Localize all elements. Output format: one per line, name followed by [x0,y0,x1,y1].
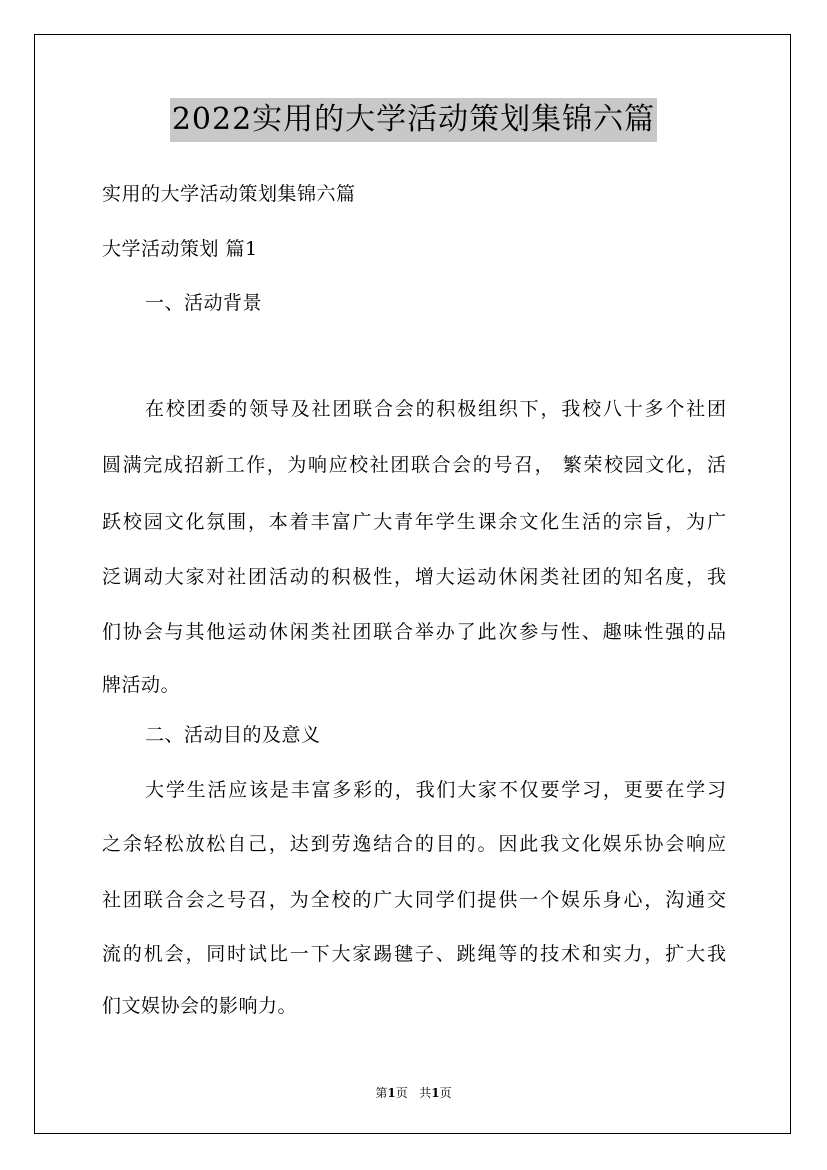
section-heading: 大学活动策划 篇1 [102,238,258,260]
footer-page-label: 第 [375,1086,388,1100]
paragraph-line: 流的机会，同时试比一下大家踢毽子、跳绳等的技术和实力，扩大我 [102,943,726,965]
paragraph-line: 们文娱协会的影响力。 [102,995,298,1017]
paragraph-line: 圆满完成招新工作，为响应校社团联合会的号召， 繁荣校园文化，活 [102,454,726,476]
paragraph-line: 牌活动。 [102,674,181,696]
paragraph-line: 大学生活应该是丰富多彩的，我们大家不仅要学习，更要在学习 [145,779,726,801]
paragraph-line: 社团联合会之号召，为全校的广大同学们提供一个娱乐身心，沟通交 [102,889,726,911]
paragraph-line: 跃校园文化氛围，本着丰富广大青年学生课余文化生活的宗旨，为广 [102,511,726,533]
document-title: 2022实用的大学活动策划集锦六篇 [170,98,657,142]
paragraph-line: 之余轻松放松自己，达到劳逸结合的目的。因此我文化娱乐协会响应 [102,833,726,855]
document-subtitle: 实用的大学活动策划集锦六篇 [102,183,356,205]
page-footer [0,1085,827,1101]
footer-total-label: 共 [419,1086,432,1100]
footer-page-unit: 页 [395,1086,408,1100]
heading-purpose: 二、活动目的及意义 [145,724,321,746]
footer-total-unit: 页 [439,1086,452,1100]
paragraph-line: 们协会与其他运动休闲类社团联合举办了此次参与性、趣味性强的品 [102,621,726,643]
heading-background: 一、活动背景 [145,292,263,314]
paragraph-line: 在校团委的领导及社团联合会的积极组织下，我校八十多个社团 [145,398,726,420]
footer-page-number: 1 [387,1086,396,1100]
footer-total-number: 1 [431,1086,440,1100]
paragraph-line: 泛调动大家对社团活动的积极性，增大运动休闲类社团的知名度，我 [102,566,726,588]
